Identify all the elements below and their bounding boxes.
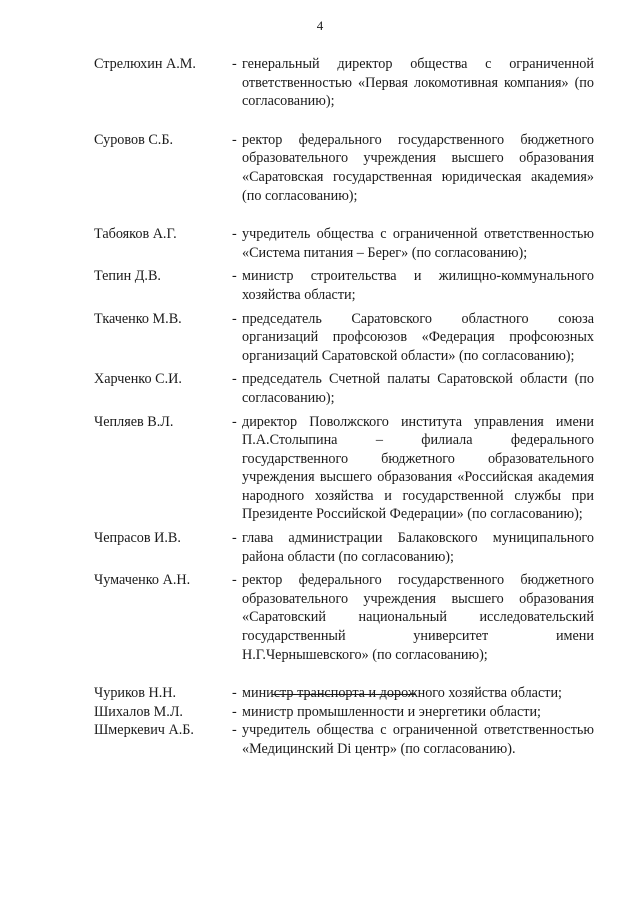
member-name: Табояков А.Г. bbox=[94, 226, 177, 243]
member-position: председатель Саратовского областного союза организаций профсоюзов «Федерация профсоюзных организаций Саратовской области» (по согласованию); bbox=[242, 310, 594, 364]
list-item bbox=[94, 55, 594, 111]
member-name: Шихалов М.Л. bbox=[94, 703, 183, 720]
member-position: ректор федерального государственного бюджетного образовательного учреждения высшего образования «Саратовский национальный исследовательский государственный университет имени Н.Г.Чернышевского» (по согласованию); bbox=[242, 572, 594, 663]
member-position: министр промышленности и энергетики области; bbox=[242, 703, 541, 720]
list-item bbox=[94, 370, 594, 407]
list-item bbox=[94, 310, 594, 366]
member-position: ректор федерального государственного бюджетного образовательного учреждения высшего образования «Саратовская государственная юридическая академия» (по согласованию); bbox=[242, 131, 594, 204]
member-name: Чумаченко А.Н. bbox=[94, 572, 191, 589]
list-item bbox=[94, 571, 594, 664]
member-name: Харченко С.И. bbox=[94, 371, 182, 388]
member-name: Суровов С.Б. bbox=[94, 131, 174, 148]
dash-separator: - bbox=[232, 413, 237, 430]
dash-separator: - bbox=[232, 268, 237, 285]
page-number: 4 bbox=[316, 18, 324, 33]
member-position: глава администрации Балаковского муниципального района области (по согласованию); bbox=[242, 530, 594, 565]
list-item bbox=[94, 131, 594, 205]
member-position: министр строительства и жилищно-коммунального хозяйства области; bbox=[242, 268, 594, 303]
member-position: учредитель общества с ограниченной ответственностью «Медицинский Di центр» (по согласованию). bbox=[242, 722, 594, 757]
member-name: Стрелюхин А.М. bbox=[94, 56, 196, 72]
list-item bbox=[94, 703, 594, 722]
dash-separator: - bbox=[232, 722, 237, 739]
member-list bbox=[94, 55, 594, 759]
closing-rule bbox=[272, 694, 416, 695]
dash-separator: - bbox=[232, 685, 237, 702]
dash-separator: - bbox=[232, 530, 237, 547]
member-name: Чуриков Н.Н. bbox=[94, 685, 177, 702]
member-position: министр транспорта и дорожного хозяйства области; bbox=[242, 685, 563, 702]
dash-separator: - bbox=[232, 226, 237, 243]
dash-separator: - bbox=[232, 371, 237, 388]
dash-separator: - bbox=[232, 572, 237, 589]
member-name: Тепин Д.В. bbox=[94, 268, 161, 285]
dash-separator: - bbox=[232, 703, 237, 720]
member-name: Шмеркевич А.Б. bbox=[94, 722, 194, 739]
dash-separator: - bbox=[232, 310, 237, 327]
member-position: директор Поволжского института управления имени П.А.Столыпина – филиала федерального государственного бюджетного образовательного учреждения высшего образования «Российская академия народного хозяйства и государственной службы при Президенте Российской Федерации» (по согласованию); bbox=[242, 413, 594, 523]
member-name: Чепляев В.Л. bbox=[94, 413, 174, 430]
list-item bbox=[94, 413, 594, 525]
member-name: Чепрасов И.В. bbox=[94, 530, 181, 547]
member-position: учредитель общества с ограниченной ответственностью «Система питания – Берег» (по согласованию); bbox=[242, 226, 594, 261]
dash-separator: - bbox=[232, 131, 237, 148]
dash-separator: - bbox=[232, 56, 237, 72]
member-name: Ткаченко М.В. bbox=[94, 310, 182, 327]
member-position: председатель Счетной палаты Саратовской области (по согласованию); bbox=[242, 371, 594, 406]
list-item bbox=[94, 225, 594, 262]
list-item bbox=[94, 721, 594, 758]
list-item bbox=[94, 529, 594, 566]
member-position: генеральный директор общества с ограниченной ответственностью «Первая локомотивная компания» (по согласованию); bbox=[242, 56, 594, 110]
list-item bbox=[94, 267, 594, 304]
